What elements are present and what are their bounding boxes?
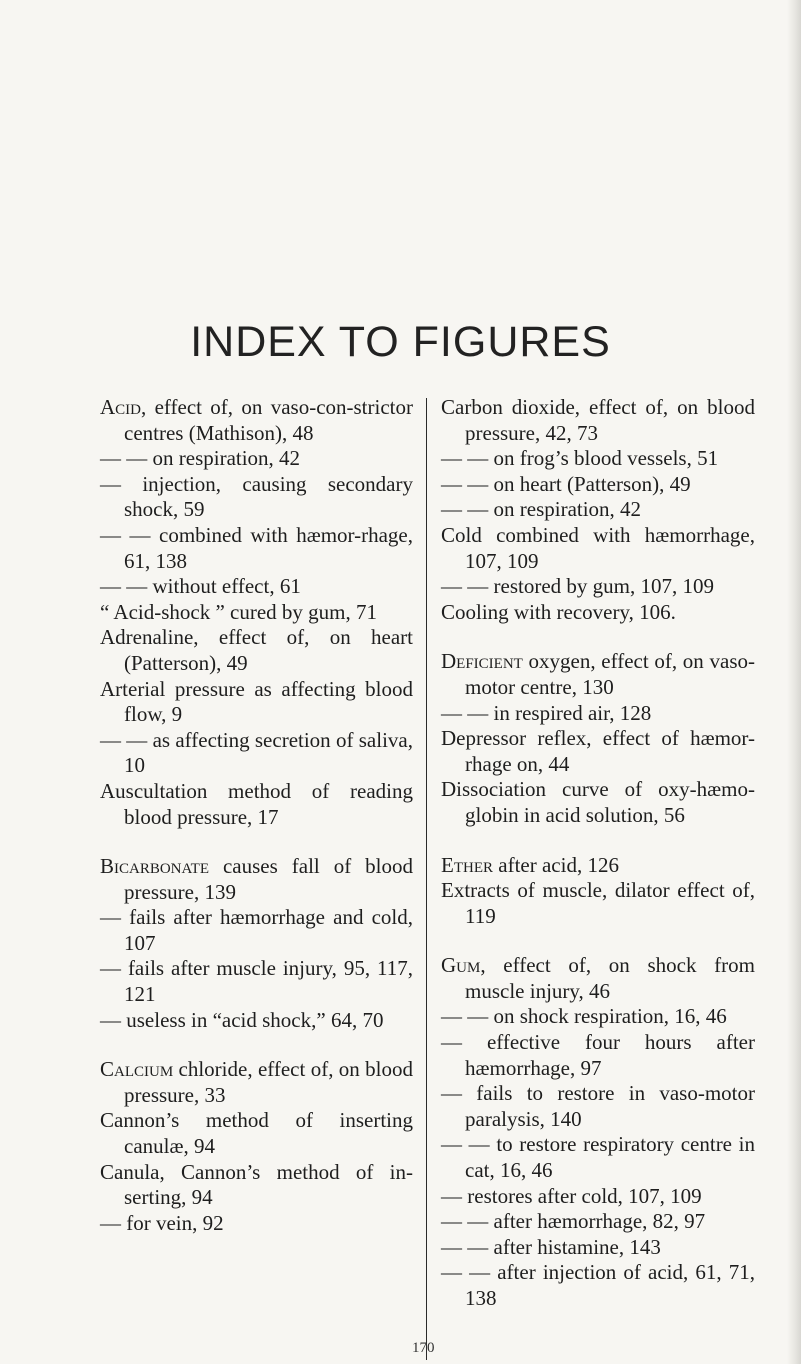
entry-text: — fails after hæmorrhage and cold, 107: [100, 905, 413, 955]
entry-text: causes fall of blood pressure, 139: [124, 854, 413, 904]
index-group: [100, 854, 413, 1033]
entry-text: — — after histamine, 143: [441, 1234, 661, 1259]
index-entry: [441, 497, 755, 523]
entry-text: Cannon’s method of inserting canulæ, 94: [100, 1108, 413, 1159]
entry-text: Depressor reflex, effect of hæmor-rhage on, 44: [441, 726, 755, 776]
index-entry: [441, 1260, 755, 1311]
index-entry: [441, 1184, 755, 1210]
entry-text: — — without effect, 61: [100, 574, 301, 599]
index-entry: [100, 523, 413, 574]
entry-text: Extracts of muscle, dilator effect of, 119: [441, 878, 755, 928]
entry-lead-word: Gum: [441, 953, 481, 978]
entry-text: Dissociation curve of oxy-hæmo-globin in acid solution, 56: [441, 777, 755, 827]
index-entry: [100, 1108, 413, 1159]
entry-lead-word: Bicarbonate: [100, 854, 210, 879]
index-group: [441, 953, 755, 1311]
entry-text: Carbon dioxide, effect of, on blood pressure, 42, 73: [441, 395, 755, 445]
index-group: [100, 1057, 413, 1236]
page-edge-shadow: [787, 0, 801, 1364]
index-entry: [441, 777, 755, 828]
index-entry: [441, 523, 755, 574]
index-entry: [100, 574, 413, 600]
index-entry: [100, 1160, 413, 1211]
entry-text: — — on frog’s blood vessels, 51: [441, 446, 719, 471]
entry-text: — restores after cold, 107, 109: [441, 1183, 702, 1208]
entry-text: — — to restore respiratory centre in cat, 16, 46: [441, 1132, 755, 1183]
index-entry: [441, 878, 755, 929]
entry-text: , effect of, on shock from muscle injury, 46: [465, 953, 755, 1003]
index-column-left: [100, 395, 413, 1236]
index-entry: [441, 600, 755, 626]
index-entry: [441, 446, 755, 472]
index-entry: [100, 779, 413, 830]
entry-lead-word: Calcium: [100, 1057, 174, 1082]
entry-lead-word: Deficient: [441, 649, 523, 674]
entry-text: — — after injection of acid, 61, 71, 138: [441, 1260, 755, 1310]
entry-text: — — on shock respiration, 16, 46: [441, 1004, 727, 1029]
entry-text: — effective four hours after hæmorrhage, 97: [441, 1030, 755, 1080]
entry-text: — fails to restore in vaso-motor paralysis, 140: [441, 1081, 755, 1131]
entry-text: — — as affecting secretion of saliva, 10: [100, 727, 413, 778]
entry-text: — useless in “acid shock,” 64, 70: [100, 1007, 384, 1032]
index-column-right: [441, 395, 755, 1312]
index-entry: [100, 854, 413, 905]
entry-lead-word: Ether: [441, 852, 493, 877]
index-entry: [100, 1008, 413, 1034]
entry-lead-word: Acid: [100, 395, 141, 419]
entry-text: Arterial pressure as affecting blood flow, 9: [100, 676, 413, 727]
entry-text: Adrenaline, effect of, on heart (Patterson), 49: [100, 625, 413, 675]
index-entry: [441, 1030, 755, 1081]
index-entry: [441, 395, 755, 446]
index-entry: [441, 701, 755, 727]
page-title: INDEX TO FIGURES: [190, 318, 611, 366]
index-entry: [441, 1081, 755, 1132]
index-entry: [441, 1235, 755, 1261]
index-entry: [100, 1211, 413, 1237]
entry-text: oxygen, effect of, on vaso-motor centre, 130: [465, 649, 755, 699]
entry-text: — — on heart (Patterson), 49: [441, 471, 691, 496]
entry-text: “ Acid-shock ” cured by gum, 71: [100, 599, 378, 624]
index-entry: [100, 395, 413, 446]
index-entry: [100, 625, 413, 676]
index-group: [100, 395, 413, 830]
entry-text: — — on respiration, 42: [100, 446, 301, 471]
index-entry: [100, 600, 413, 626]
entry-text: — for vein, 92: [100, 1210, 224, 1235]
index-entry: [441, 853, 755, 879]
index-entry: [441, 953, 755, 1004]
index-group: [441, 649, 755, 828]
index-entry: [100, 905, 413, 956]
index-group: [441, 395, 755, 625]
index-entry: [441, 726, 755, 777]
entry-text: chloride, effect of, on blood pressure, 33: [124, 1057, 413, 1107]
index-entry: [100, 1057, 413, 1108]
index-entry: [441, 472, 755, 498]
index-entry: [100, 472, 413, 523]
index-entry: [100, 677, 413, 728]
page-number: 170: [412, 1340, 435, 1356]
index-entry: [100, 728, 413, 779]
entry-text: — — restored by gum, 107, 109: [441, 574, 714, 599]
entry-text: Canula, Cannon’s method of in-serting, 94: [100, 1159, 413, 1210]
column-divider: [426, 398, 427, 1360]
entry-text: — fails after muscle injury, 95, 117, 121: [100, 956, 413, 1007]
entry-text: — injection, causing secondary shock, 59: [100, 471, 413, 522]
index-entry: [441, 1004, 755, 1030]
entry-text: — — after hæmorrhage, 82, 97: [441, 1209, 706, 1234]
entry-text: , effect of, on vaso-con-strictor centres (Mathison), 48: [124, 395, 413, 445]
index-entry: [441, 1209, 755, 1235]
index-group: [441, 853, 755, 930]
entry-text: after acid, 126: [493, 852, 619, 877]
entry-text: — — in respired air, 128: [441, 700, 652, 725]
index-entry: [441, 1132, 755, 1183]
index-entry: [100, 956, 413, 1007]
index-entry: [100, 446, 413, 472]
entry-text: Cold combined with hæmorrhage, 107, 109: [441, 522, 755, 573]
entry-text: — — combined with hæmor-rhage, 61, 138: [100, 522, 413, 573]
entry-text: — — on respiration, 42: [441, 497, 642, 522]
entry-text: Cooling with recovery, 106.: [441, 599, 676, 624]
index-entry: [441, 574, 755, 600]
entry-text: Auscultation method of reading blood pressure, 17: [100, 778, 413, 829]
index-entry: [441, 649, 755, 700]
